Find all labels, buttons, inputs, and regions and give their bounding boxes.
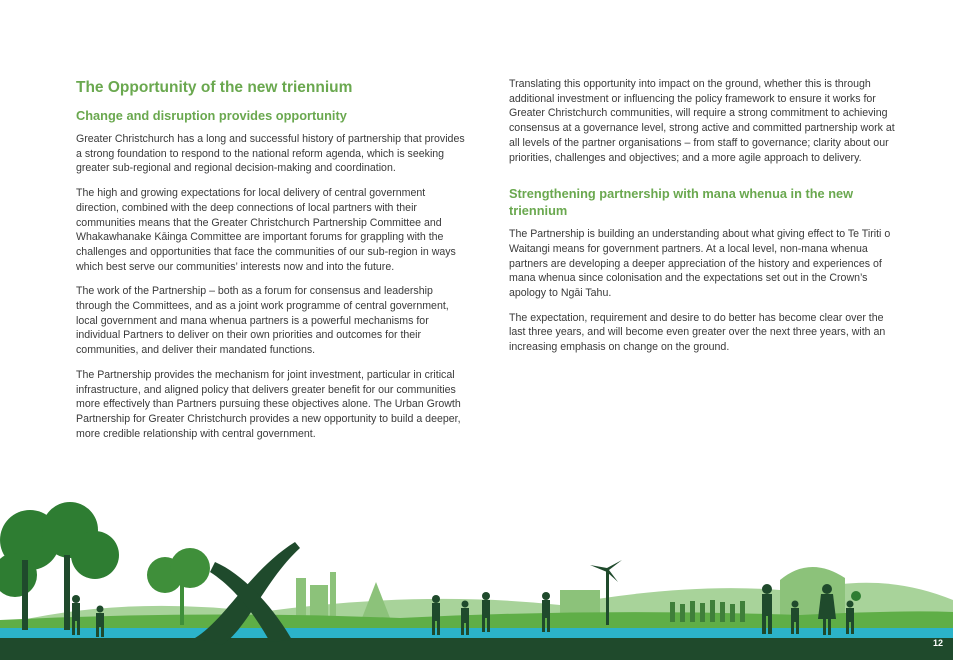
paragraph: The Partnership is building an understanding about what giving effect to Te Tiriti o Waitangi means for government partners. At a local level, non-mana whenua partners are developing a deeper appreciation of the history and experiences of mana whenua since colonisation and the expectations set out in the Crown’s apology to Ngāi Tahu. [509, 228, 891, 300]
section-heading-mana-whenua: Strengthening partnership with mana whenua in the new triennium [509, 186, 854, 219]
page-number: 12 [932, 638, 943, 648]
paragraph: The Partnership provides the mechanism for joint investment, particular in critical infrastructure, and aligned policy that delivers greater benefit for our communities more effectively than Partners pursuing these objectives alone. The Urban Growth Partnership for Greater Christchurch provides a new opportunity to build a deeper, more credible relationship with central government. [76, 368, 461, 440]
right-column [509, 77, 901, 365]
section-heading-change: Change and disruption provides opportunity [76, 108, 347, 123]
paragraph: Greater Christchurch has a long and successful history of partnership that provides a strong foundation to respond to the national reform agenda, which is seeking greater sub-regional and regional decision-making and coordination. [76, 133, 465, 175]
left-column [76, 78, 471, 451]
city-park-silhouette-illustration [0, 500, 953, 660]
paragraph-intro: Translating this opportunity into impact on the ground, whether this is through additional investment or influencing the policy framework to ensure it works for Greater Christchurch communities, will require a strong commitment to achieving consensus at a governance level, strong active and committed partnership work at all levels of the partner organisations – from staff to governance; clarity about our priorities, challenges and objectives; and a more agile approach to delivery. [509, 78, 895, 164]
page-title: The Opportunity of the new triennium [76, 79, 353, 96]
paragraph: The expectation, requirement and desire to do better has become clear over the last three years, and will become even greater over the next three years, with an increasing emphasis on change on the ground. [509, 311, 886, 354]
paragraph: The work of the Partnership – both as a forum for consensus and leadership through the Committees, and as a joint work programme of central government, local government and mana whenua partners is a powerful mechanisms for individual Partners to deliver on their own priorities and outcomes for their communities, and deliver their mandated functions. [76, 285, 449, 357]
paragraph: The high and growing expectations for local delivery of central government direction, combined with the deep connections of local partners with their communities means that the Greater Christchurch Partnership Committee and Whakawhanake Kāinga Committee are important forums for grappling with the challenges and opportunities that face the communities of our sub-region in ways which best serve our communities’ interests now and into the future. [76, 187, 456, 273]
